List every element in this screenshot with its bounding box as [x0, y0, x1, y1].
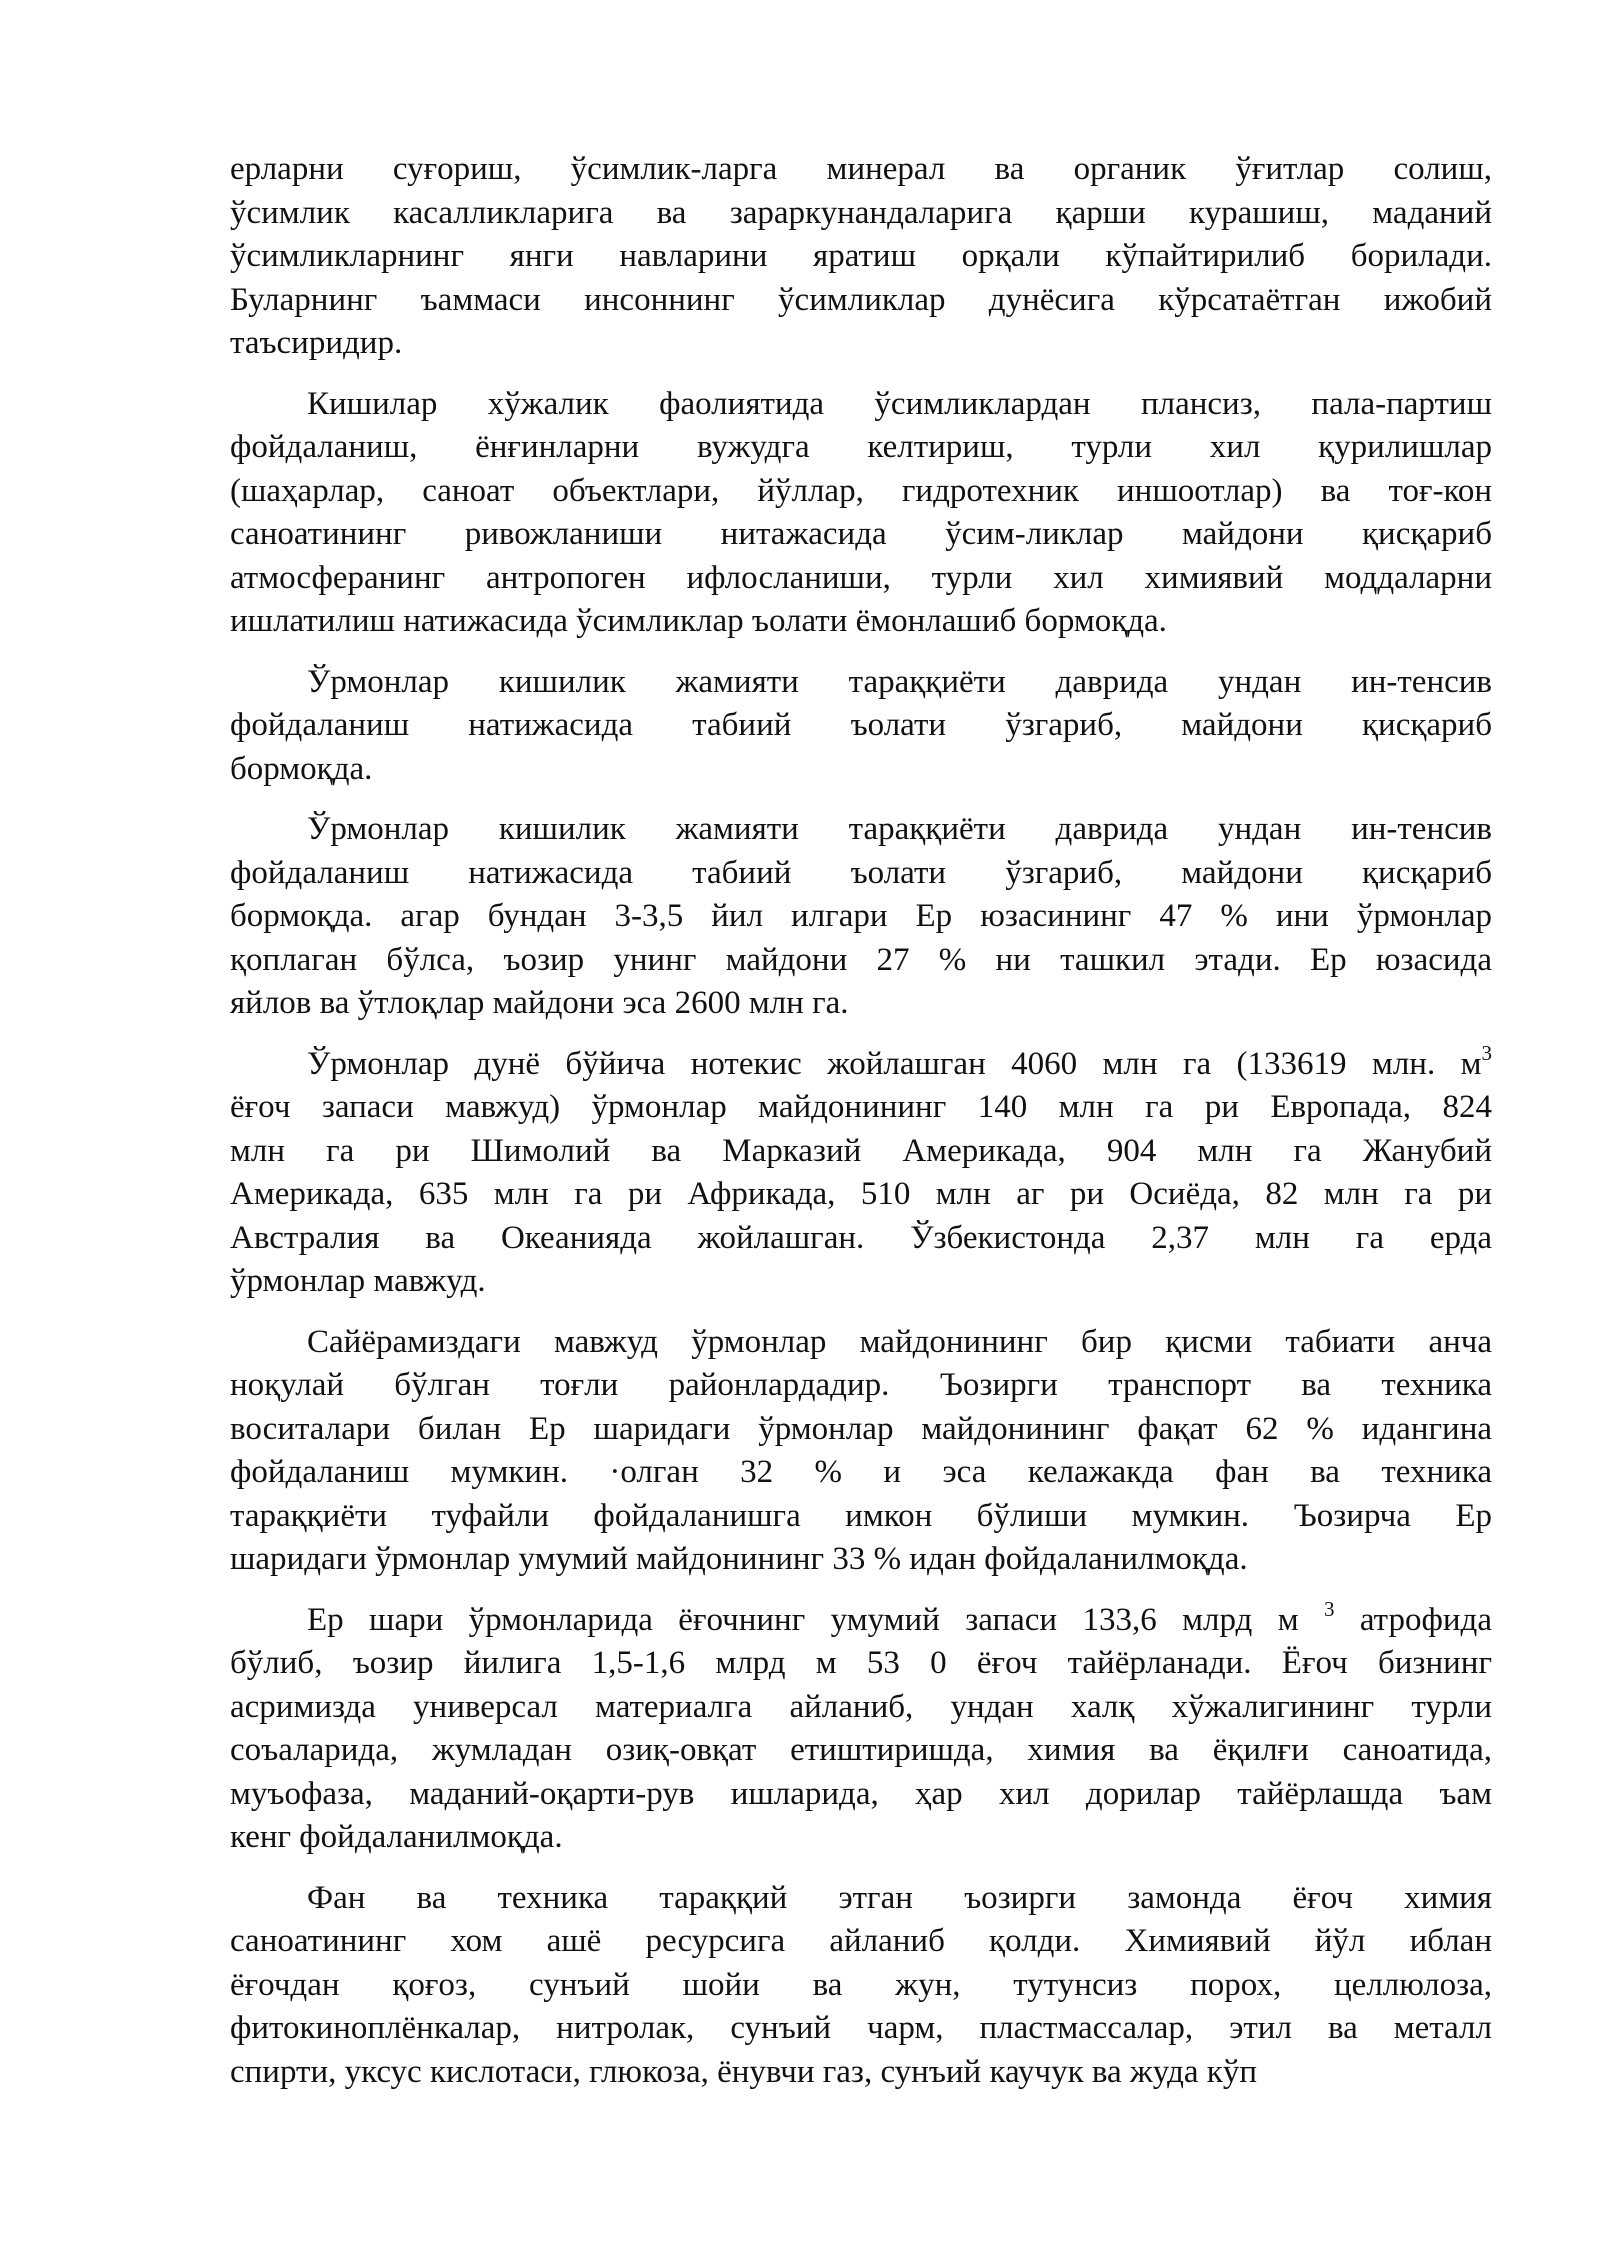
text-line [230, 748, 1492, 792]
text-line [230, 279, 1492, 323]
text-line [230, 1642, 1492, 1686]
text-line [230, 1877, 1492, 1921]
text-line [230, 2007, 1492, 2051]
line-text: Ўрмонлар кишилик жамияти тараққиёти даврида ундан ин-тенсив [307, 811, 1492, 847]
text-line [230, 982, 1492, 1026]
text-line [230, 1217, 1492, 1261]
text-line [230, 808, 1492, 852]
line-text: саноатининг хом ашё ресурсига айланиб қолди. Химиявий йўл иблан [230, 1923, 1492, 1959]
line-text: ерларни суғориш, ўсимлик-ларга минерал ва органик ўғитлар солиш, [230, 151, 1492, 187]
text-line [230, 1408, 1492, 1452]
superscript: 3 [1324, 1596, 1335, 1621]
line-text: ноқулай бўлган тоғли районлардадир. Ъозирги транспорт ва техника [230, 1367, 1492, 1403]
text-line [230, 1920, 1492, 1964]
line-text: кенг фойдаланилмоқда. [230, 1819, 563, 1855]
text-line [230, 426, 1492, 470]
line-text: Ер шари ўрмонларида ёғочнинг умумий запаси 133,6 млрд м [307, 1601, 1324, 1638]
text-line [230, 1364, 1492, 1408]
line-text: бормоқда. [230, 750, 373, 787]
text-line [230, 852, 1492, 896]
text-line [230, 1495, 1492, 1539]
line-text: ўрмонлар мавжуд. [230, 1263, 486, 1299]
text-line [230, 1596, 1492, 1643]
text-line [230, 513, 1492, 557]
paragraph [230, 1877, 1492, 2095]
line-text: Буларнинг ъаммаси инсоннинг ўсимликлар дунёсига кўрсатаётган ижобий [230, 281, 1492, 318]
text-line [230, 1040, 1492, 1087]
text-line [230, 192, 1492, 236]
line-text: спирти, уксус кислотаси, глюкоза, ёнувчи газ, сунъий каучук ва жуда кўп [230, 2053, 1257, 2090]
line-text: ўсимлик касалликларига ва зараркунандаларига қарши курашиш, маданий [230, 194, 1492, 231]
text-line [230, 1964, 1492, 2008]
text-line [230, 1816, 1492, 1860]
line-text: бормоқда. агар бундан 3-3,5 йил илгари Ер юзасининг 47 % ини ўрмонлар [230, 898, 1492, 934]
line-text: атмосферанинг антропоген ифлосланиши, турли хил химиявий моддаларни [230, 559, 1492, 596]
paragraph [230, 661, 1492, 792]
text-line [230, 1321, 1492, 1365]
paragraph [230, 383, 1492, 644]
text-line [230, 895, 1492, 939]
line-text: тараққиёти туфайли фойдаланишга имкон бўлиши мумкин. Ъозирча Ер [230, 1497, 1492, 1534]
text-line [230, 470, 1492, 514]
line-text: Америкада, 635 млн га ри Африкада, 510 млн аг ри Осиёда, 82 млн га ри [230, 1176, 1492, 1212]
line-text: млн га ри Шимолий ва Марказий Америкада, 904 млн га Жанубий [230, 1132, 1492, 1169]
line-text: фойдаланиш, ёнғинларни вужудга келтириш, турли хил қурилишлар [230, 429, 1492, 465]
text-line [230, 322, 1492, 366]
line-text: ёғочдан қоғоз, сунъий шойи ва жун, тутунсиз порох, целлюлоза, [230, 1966, 1492, 2003]
text-line [230, 704, 1492, 748]
line-text: Сайёрамиздаги мавжуд ўрмонлар майдонининг бир қисми табиати анча [307, 1323, 1492, 1360]
line-text: саноатининг ривожланиши нитажасида ўсим-ликлар майдони қисқариб [230, 516, 1492, 552]
text-line [230, 600, 1492, 644]
line-text: фойдаланиш натижасида табиий ъолати ўзгариб, майдони қисқариб [230, 707, 1492, 743]
text-line [230, 383, 1492, 427]
line-text: ишлатилиш натижасида ўсимликлар ъолати ёмонлашиб бормоқда. [230, 603, 1167, 639]
text-line [230, 661, 1492, 705]
line-text: соъаларида, жумладан озиқ-овқат етиштиришда, химия ва ёқилғи саноатида, [230, 1732, 1492, 1768]
line-text: Фан ва техника тараққий этган ъозирги замонда ёғоч химия [307, 1879, 1492, 1916]
line-text: бўлиб, ъозир йилига 1,5-1,6 млрд м 53 0 ёғоч тайёрланади. Ёғоч бизнинг [230, 1645, 1492, 1681]
paragraph [230, 148, 1492, 366]
line-text: Ўрмонлар кишилик жамияти тараққиёти даврида ундан ин-тенсив [307, 663, 1492, 700]
line-text: фойдаланиш мумкин. ·олган 32 % и эса келажакда фан ва техника [230, 1454, 1492, 1490]
line-text: фойдаланиш натижасида табиий ъолати ўзгариб, майдони қисқариб [230, 854, 1492, 891]
text-line [230, 1729, 1492, 1773]
text-line [230, 1173, 1492, 1217]
paragraph [230, 1040, 1492, 1304]
text-line [230, 2051, 1492, 2095]
line-text: яйлов ва ўтлоқлар майдони эса 2600 млн га. [230, 985, 849, 1021]
superscript: 3 [1481, 1040, 1492, 1065]
line-text: ўсимликларнинг янги навларини яратиш орқали кўпайтирилиб борилади. [230, 238, 1492, 274]
line-text: шаридаги ўрмонлар умумий майдонининг 33 % идан фойдаланилмоқда. [230, 1541, 1248, 1577]
line-text: (шаҳарлар, саноат объектлари, йўллар, гидротехник иншоотлар) ва тоғ-кон [230, 472, 1492, 509]
line-text: ёғоч запаси мавжуд) ўрмонлар майдонининг 140 млн га ри Европада, 824 [230, 1089, 1492, 1125]
text-line [230, 148, 1492, 192]
text-line [230, 557, 1492, 601]
line-text: асримизда универсал материалга айланиб, ундан халқ хўжалигининг турли [230, 1688, 1492, 1725]
text-line [230, 1686, 1492, 1730]
line-text: муъофаза, маданий-оқарти-рув ишларида, ҳар хил дорилар тайёрлашда ъам [230, 1775, 1492, 1812]
text-line [230, 1086, 1492, 1130]
line-text: Ўрмонлар дунё бўйича нотекис жойлашган 4060 млн га (133619 млн. м [307, 1045, 1482, 1082]
document-body [230, 148, 1492, 2094]
text-line [230, 1130, 1492, 1174]
text-line [230, 235, 1492, 279]
line-text-tail: атрофида [1334, 1601, 1492, 1638]
text-line [230, 1773, 1492, 1817]
line-text: таъсиридир. [230, 325, 403, 361]
paragraph [230, 808, 1492, 1026]
line-text: фитокиноплёнкалар, нитролак, сунъий чарм, пластмассалар, этил ва металл [230, 2010, 1492, 2046]
line-text: Австралия ва Океанияда жойлашган. Ўзбекистонда 2,37 млн га ерда [230, 1219, 1492, 1256]
line-text: Кишилар хўжалик фаолиятида ўсимликлардан плансиз, пала-партиш [307, 385, 1492, 422]
line-text: воситалари билан Ер шаридаги ўрмонлар майдонининг фақат 62 % идангина [230, 1410, 1492, 1447]
paragraph [230, 1321, 1492, 1582]
text-line [230, 1451, 1492, 1495]
text-line [230, 939, 1492, 983]
text-line [230, 1260, 1492, 1304]
line-text: қоплаган бўлса, ъозир унинг майдони 27 % ни ташкил этади. Ер юзасида [230, 941, 1492, 978]
text-line [230, 1538, 1492, 1582]
paragraph [230, 1596, 1492, 1860]
